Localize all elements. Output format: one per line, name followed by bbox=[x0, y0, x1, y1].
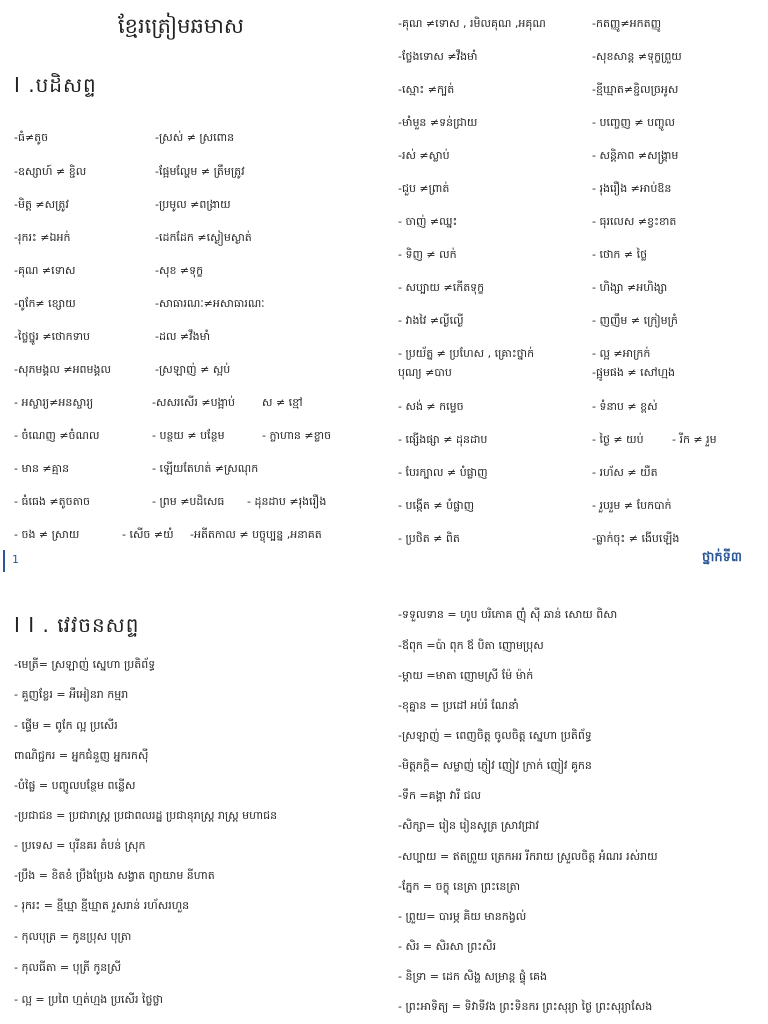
antonym-entry: -ឧស្សាហ៍ ≠ ខ្ជិល bbox=[14, 165, 87, 178]
antonym-entry: -គុណ ≠ទោស , រមិលគុណ ,អគុណ bbox=[398, 17, 546, 30]
antonym-entry: -ជួប ≠ព្រាត់ bbox=[398, 182, 450, 195]
antonym-entry: -ស្រស់ ≠ ស្រពោន bbox=[155, 131, 235, 144]
synonym-entry: - គួញខ្លែរ = អឺអៀនរា កម្មរា bbox=[14, 688, 129, 701]
synonym-entry: -ខុគ្នាន = ប្រដៅ អប់រំ ណែនាំ bbox=[398, 699, 519, 712]
synonym-entry: - ព្រះអាទិត្យ = ទិវាទីវង ព្រះទិនករ ព្រះសុរ្យា ថ្ងៃ ព្រះសុរ្យាសែង bbox=[398, 1000, 653, 1013]
antonym-entry: - សន្តិភាព ≠សង្គ្រាម bbox=[592, 149, 679, 162]
antonym-entry: -ធំ≠តូច bbox=[14, 131, 49, 144]
synonym-entry: -មេត្រី= ស្រឡាញ់ ស្នេហា ប្រតិព័ទ្ធ bbox=[14, 658, 156, 671]
synonym-entry: - រុករះ = ខ្មីឃ្មា ខ្មីឃ្មាត រួសរាន់ រហ័សរហួន bbox=[14, 899, 190, 912]
synonym-entry: - ផ្ទើម = ពូកែ ល្អ ប្រសើរ bbox=[14, 719, 118, 732]
antonym-entry: -ដល ≠វឹងមាំ bbox=[155, 330, 211, 343]
antonym-entry: -មិត្ត ≠សត្រូវ bbox=[14, 198, 69, 211]
synonym-entry: -ប្រជាជន = ប្រជារាស្ត្រ ប្រជាពលរដ្ឋ ប្រជានុរាស្ត្រ រាស្ត្រ មហាជន bbox=[14, 809, 278, 822]
antonym-entry: - សើច ≠យំ bbox=[122, 528, 174, 541]
synonym-entry: -បំផ្លៃ = បញ្ចូលបន្ថែម ពន្លើស bbox=[14, 779, 136, 792]
synonym-entry: ពាណិជ្ជករ = អ្នកជំនួញ អ្នករកស៊ី bbox=[14, 749, 149, 762]
antonym-entry: - បែរក្បាល ≠ បំផ្លាញ bbox=[398, 466, 488, 479]
antonym-entry: - ហិង្សា ≠អហិង្សា bbox=[592, 281, 668, 294]
section-heading-synonyms: I I . វេវចនសព្ទ bbox=[14, 613, 140, 637]
antonym-entry: - ប្រយ័ត្ន ≠ ប្រហែស , គ្រោះថ្នាក់ bbox=[398, 347, 535, 360]
antonym-entry: -ស្រឡាញ់ ≠ ស្អប់ bbox=[155, 363, 231, 376]
antonym-entry: - ក្លាហាន ≠ខ្លាច bbox=[262, 429, 332, 442]
antonym-entry: -រុករះ ≠ឯអក់ bbox=[14, 231, 71, 244]
synonym-entry: - ប្រទេស = បុរីនគរ តំបន់ ស្រុក bbox=[14, 839, 146, 852]
antonym-entry: -អតីតកាល ≠ បច្ចុប្បន្ន ,អនាគត bbox=[190, 528, 322, 541]
synonym-entry: -សិក្សា= រៀន រៀនសូត្រ ស្រាវជ្រាវ bbox=[398, 819, 539, 832]
antonym-entry: -ផ្អូមផង ≠ សៅហ្មង bbox=[592, 366, 676, 379]
antonym-entry: -ស្មោះ ≠ក្បត់ bbox=[398, 83, 455, 96]
antonym-entry: -ដេកដែក ≠ស្ងៀមស្ងាត់ bbox=[155, 231, 252, 244]
antonym-entry: -ធ្លាក់ចុះ ≠ ងើបឡើង bbox=[592, 532, 680, 545]
synonym-entry: - កុលធីតា = បុត្រី កូនស្រី bbox=[14, 961, 122, 974]
page-title: ខ្មែរត្រៀមឆមាស bbox=[118, 14, 244, 38]
antonym-entry: - ផ្សើងផ្សា ≠ ដុនដាប bbox=[398, 433, 488, 446]
page-gap bbox=[0, 572, 768, 588]
synonym-entry: -សប្បាយ = ឥតព្រួយ ត្រេកអរ រីករាយ ស្រួលចិត្ត អំណរ រស់រាយ bbox=[398, 850, 658, 863]
antonym-entry: - ញញឹម ≠ ក្រៀមក្រំ bbox=[592, 314, 678, 327]
antonym-entry: - ទំនាប ≠ ខ្ពស់ bbox=[592, 400, 658, 413]
antonym-entry: -សុខសាន្ត ≠ទុក្ខព្រួយ bbox=[592, 50, 682, 63]
synonym-entry: -ប្រឹង = ខិតខំ ប្រឹងប្រែង សង្វាត ព្យាយាម នីហាត bbox=[14, 869, 215, 882]
antonym-entry: -គុណ ≠ទោស bbox=[14, 264, 76, 277]
synonym-entry: -ស្រឡាញ់ = ពេញចិត្ត ចូលចិត្ត ស្នេហា ប្រតិព័ទ្ធ bbox=[398, 729, 592, 742]
antonym-entry: -សុខ ≠ទុក្ខ bbox=[155, 264, 204, 277]
antonym-entry: - រុងរឿង ≠អាប់ឱន bbox=[592, 182, 672, 195]
section-heading-antonyms: I .បដិសព្ទ bbox=[14, 73, 97, 97]
antonym-entry: - ធុរលេស ≠ខ្វះខាត bbox=[592, 215, 677, 228]
antonym-entry: - ល្អ ≠អាក្រក់ bbox=[592, 347, 651, 360]
synonym-entry: - និទ្រា = ដេក សិង្ហ សម្រាន្ត ផ្ទុំ គេង bbox=[398, 970, 547, 983]
antonym-entry: - បញ្ចេញ ≠ បញ្ចូល bbox=[592, 116, 676, 129]
antonym-entry: - ថ្ងៃ ≠ យប់ bbox=[592, 433, 644, 446]
antonym-entry: -សុភមង្គល ≠អពមង្គល bbox=[14, 363, 111, 376]
antonym-entry: -ប្រមូល ≠ពង្រាយ bbox=[155, 198, 231, 211]
antonym-entry: ស ≠ ខ្មៅ bbox=[262, 396, 303, 409]
synonym-entry: - សិរ = សិរសា ព្រះសិរ bbox=[398, 940, 497, 953]
antonym-entry: - សប្បាយ ≠កើតទុក្ខ bbox=[398, 281, 485, 294]
antonym-entry: - ចំណេញ ≠ចំណល bbox=[14, 429, 100, 442]
antonym-entry: - ថោក ≠ ថ្លៃ bbox=[592, 248, 648, 261]
antonym-entry: - ធំធេង ≠តូចតាច bbox=[14, 495, 91, 508]
synonym-entry: - កុលបុត្រ = កូនប្រុស បុត្រា bbox=[14, 930, 132, 943]
synonym-entry: - ល្អ = ប្រពៃ ហ្មត់ហ្មង ប្រសើរ ថ្លៃថ្លា bbox=[14, 993, 163, 1006]
antonym-entry: - ចង ≠ ស្រាយ bbox=[14, 528, 80, 541]
antonym-entry: -រស់ ≠ស្លាប់ bbox=[398, 149, 450, 162]
page-2 bbox=[0, 588, 768, 1024]
antonym-entry: - បង្កើត ≠ បំផ្លាញ bbox=[398, 499, 475, 512]
synonym-entry: -ឪពុក =ប៉ា ពុក ឪ បិតា ញោមប្រុស bbox=[398, 639, 544, 652]
antonym-entry: - រួបរួម ≠ បែកបាក់ bbox=[592, 499, 672, 512]
synonym-entry: -ភ្នែក = ចក្ខុ នេត្រា ព្រះនេត្រា bbox=[398, 880, 521, 893]
page-number-bar bbox=[3, 550, 5, 572]
antonym-entry: - បន្ថយ ≠ បន្ថែម bbox=[152, 429, 225, 442]
antonym-entry: - ព្រម ≠បដិសេធ bbox=[152, 495, 225, 508]
antonym-entry: - វាងវៃ ≠ល្ងីល្ងើ bbox=[398, 314, 464, 327]
synonym-entry: - ព្រួយ= បារម្ភ គិយ មានកង្វល់ bbox=[398, 910, 527, 923]
antonym-entry: - អស្ចារ្យ≠អនស្ចារ្យ bbox=[14, 396, 94, 409]
antonym-entry: - ចាញ់ ≠ឈ្នះ bbox=[398, 215, 458, 228]
antonym-entry: -ថ្លែងទោស ≠វឹងមាំ bbox=[398, 50, 478, 63]
antonym-entry: -មាំមួន ≠ទន់ជ្រាយ bbox=[398, 116, 478, 129]
synonym-entry: -ម្ដាយ =មាតា ញោមស្រី ម៉ែ ម៉ាក់ bbox=[398, 669, 534, 682]
antonym-entry: -កតញ្ញូ≠អកតញ្ញូ bbox=[592, 17, 662, 30]
antonym-entry: - រហ័ស ≠ យឺត bbox=[592, 466, 658, 479]
antonym-entry: - ប្រថិត ≠ ពិត bbox=[398, 532, 460, 545]
antonym-entry: -ពូកែ≠ ខ្សោយ bbox=[14, 297, 76, 310]
antonym-entry: -សាធារណៈ≠អសាធារណៈ bbox=[155, 297, 265, 310]
antonym-entry: - ទិញ ≠ លក់ bbox=[398, 248, 457, 261]
antonym-entry: -ថ្លៃថ្នូរ ≠ថោកទាប bbox=[14, 330, 91, 343]
antonym-entry: - ដុនដាប ≠រុងរឿង bbox=[247, 495, 327, 508]
antonym-entry: -ខ្មីឃ្មាត≠ខ្ជិលច្រអូស bbox=[592, 83, 679, 96]
antonym-entry: - រីក ≠ រួម bbox=[672, 433, 717, 446]
antonym-entry: -សសរសើរ ≠បង្អាប់ bbox=[152, 396, 236, 409]
antonym-entry: បុណ្យ ≠បាប bbox=[398, 366, 452, 379]
antonym-entry: - ឡើយតែហត់ ≠ស្រណុក bbox=[152, 462, 259, 475]
synonym-entry: -ទឹក =គង្គា វារី ជល bbox=[398, 789, 482, 802]
antonym-entry: - មាន ≠គ្មាន bbox=[14, 462, 70, 475]
synonym-entry: -មិត្តភក្ដិ= សម្លាញ់ ភ្ញៀវ ញៀវ ក្រាក់ ញៀវ គូកន bbox=[398, 759, 592, 772]
antonym-entry: -ផ្អែមល្ហែម ≠ ត្រឹមត្រូវ bbox=[155, 165, 245, 178]
synonym-entry: -ទទួលទាន = ហូប បរិភោគ ញុំ ស៊ី ឆាន់ សោយ ពិសា bbox=[398, 608, 618, 621]
page-number: 1 bbox=[12, 553, 19, 566]
grade-label: ថ្នាក់ទី៣ bbox=[702, 550, 742, 565]
antonym-entry: - សង់ ≠ កម្ទេច bbox=[398, 400, 464, 413]
